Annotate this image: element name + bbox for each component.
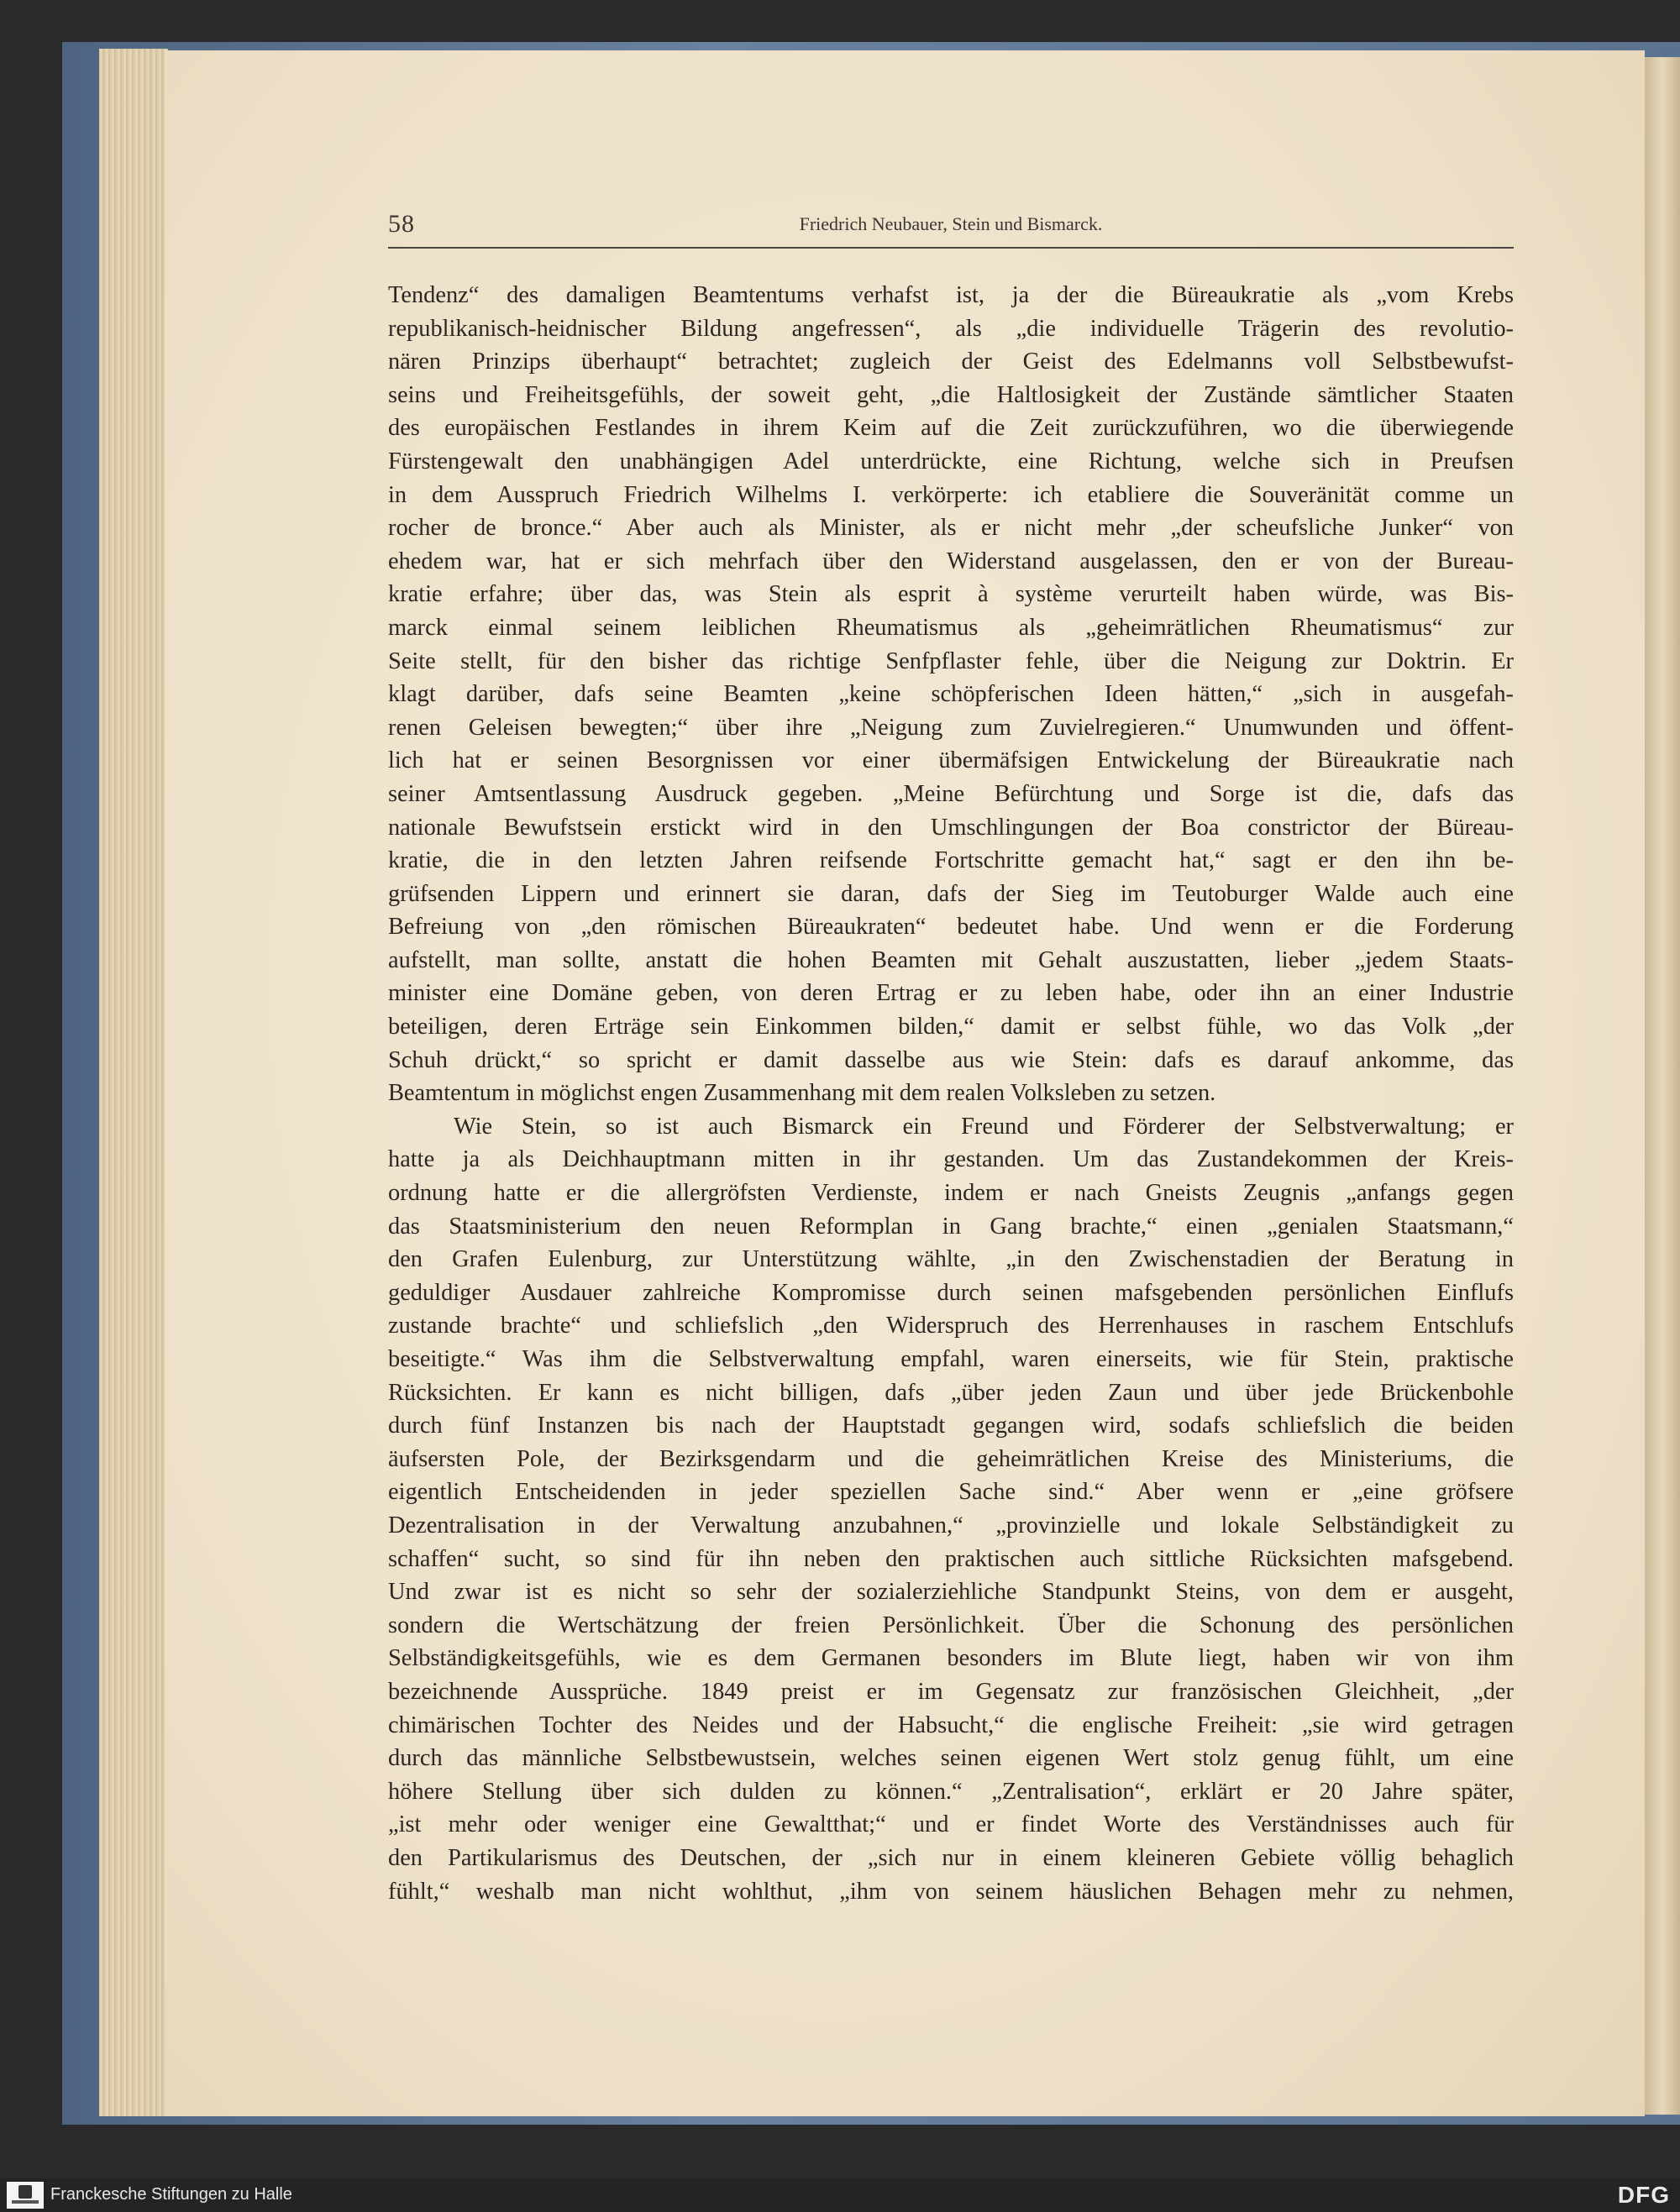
text-line: seiner Amtsentlassung Ausdruck gegeben. „Meine Befürchtung und Sorge ist die, dafs das bbox=[388, 780, 1514, 807]
text-line: Tendenz“ des damaligen Beamtentums verhafst ist, ja der die Büreaukratie als „vom Krebs bbox=[388, 282, 1514, 308]
text-line: Selbständigkeitsgefühls, wie es dem Germanen besonders im Blute liegt, haben wir von ihm bbox=[388, 1645, 1514, 1672]
text-line: chimärischen Tochter des Neides und der Habsucht,“ die englische Freiheit: „sie wird getragen bbox=[388, 1711, 1514, 1738]
text-line: durch das männliche Selbstbewustsein, welches seinen eigenen Wert stolz genug fühlt, um eine bbox=[388, 1745, 1514, 1772]
text-line: bezeichnende Aussprüche. 1849 preist er im Gegensatz zur französischen Gleichheit, „der bbox=[388, 1678, 1514, 1705]
text-line: fühlt,“ weshalb man nicht wohlthut, „ihm von seinem häuslichen Behagen mehr zu nehmen, bbox=[388, 1878, 1514, 1905]
text-line: nationale Bewufstsein erstickt wird in den Umschlingungen der Boa constrictor der Büreau- bbox=[388, 814, 1514, 841]
text-line: Befreiung von „den römischen Büreaukraten“ bedeutet habe. Und wenn er die Forderung bbox=[388, 914, 1514, 941]
text-line: ehedem war, hat er sich mehrfach über den Widerstand ausgelassen, den er von der Bureau- bbox=[388, 548, 1514, 574]
franckesche-stiftungen-logo-icon bbox=[7, 2182, 44, 2209]
text-line: Fürstengewalt den unabhängigen Adel unterdrückte, eine Richtung, welche sich in Preufsen bbox=[388, 448, 1514, 474]
text-line: hatte ja als Deichhauptmann mitten in ihr gestanden. Um das Zustandekommen der Kreis- bbox=[388, 1146, 1514, 1173]
text-line: Schuh drückt,“ so spricht er damit dasselbe aus wie Stein: dafs es darauf ankomme, das bbox=[388, 1046, 1514, 1073]
text-line: Beamtentum in möglichst engen Zusammenhang mit dem realen Volksleben zu setzen. bbox=[388, 1080, 1216, 1107]
text-line: republikanisch-heidnischer Bildung angefressen“, als „die individuelle Trägerin des revolutio- bbox=[388, 315, 1514, 342]
text-line: kratie erfahre; über das, was Stein als esprit à système verurteilt haben würde, was Bis- bbox=[388, 581, 1514, 608]
text-line: nären Prinzips überhaupt“ betrachtet; zugleich der Geist des Edelmanns voll Selbstbewufst- bbox=[388, 349, 1514, 375]
text-line: beteiligen, deren Erträge sein Einkommen bilden,“ damit er selbst fühle, wo das Volk „der bbox=[388, 1014, 1514, 1040]
text-line: sondern die Wertschätzung der freien Persönlichkeit. Über die Schonung des persönlichen bbox=[388, 1612, 1514, 1638]
text-line: marck einmal seinem leiblichen Rheumatismus als „geheimrätlichen Rheumatismus“ zur bbox=[388, 614, 1514, 641]
text-line: in dem Ausspruch Friedrich Wilhelms I. verkörperte: ich etabliere die Souveränität comme un bbox=[388, 481, 1514, 508]
dfg-logo: DFG bbox=[1617, 2182, 1670, 2208]
text-line: geduldiger Ausdauer zahlreiche Kompromisse durch seinen mafsgebenden persönlichen Einflufs bbox=[388, 1279, 1514, 1306]
text-line: kratie, die in den letzten Jahren reifsende Fortschritte gemacht hat,“ sagt er den ihn be- bbox=[388, 847, 1514, 874]
text-line: Wie Stein, so ist auch Bismarck ein Freund und Förderer der Selbstverwaltung; er bbox=[454, 1113, 1514, 1140]
text-line: Seite stellt, für den bisher das richtige Senfpflaster fehle, über die Neigung zur Doktrin. Er bbox=[388, 647, 1514, 674]
text-line: Und zwar ist es nicht so sehr der sozialerziehliche Standpunkt Steins, von dem er ausgeht, bbox=[388, 1579, 1514, 1606]
text-line: Rücksichten. Er kann es nicht billigen, dafs „über jeden Zaun und über jede Brückenbohle bbox=[388, 1379, 1514, 1406]
text-line: des europäischen Festlandes in ihrem Keim auf die Zeit zurückzuführen, wo die überwiegende bbox=[388, 415, 1514, 442]
text-line: den Partikularismus des Deutschen, der „sich nur in einem kleineren Gebiete völlig behaglich bbox=[388, 1844, 1514, 1871]
page-number: 58 bbox=[388, 210, 415, 238]
text-line: lich hat er seinen Besorgnissen vor einer übermäfsigen Entwickelung der Büreaukratie nach bbox=[388, 747, 1514, 774]
text-line: grüfsenden Lippern und erinnert sie daran, dafs der Sieg im Teutoburger Walde auch eine bbox=[388, 880, 1514, 907]
text-line: beseitigte.“ Was ihm die Selbstverwaltung empfahl, waren einerseits, wie für Stein, praktische bbox=[388, 1346, 1514, 1372]
text-line: aufstellt, man sollte, anstatt die hohen Beamten mit Gehalt auszustatten, lieber „jedem Staats- bbox=[388, 946, 1514, 973]
text-line: den Grafen Eulenburg, zur Unterstützung wählte, „in den Zwischenstadien der Beratung in bbox=[388, 1246, 1514, 1273]
text-line: minister eine Domäne geben, von deren Ertrag er zu leben habe, oder ihn an einer Industrie bbox=[388, 980, 1514, 1007]
header-rule bbox=[388, 247, 1514, 249]
running-head bbox=[388, 210, 1514, 244]
text-line: seins und Freiheitsgefühls, der soweit geht, „die Haltlosigkeit der Zustände sämtlicher Staaten bbox=[388, 381, 1514, 408]
footer-institution: Franckesche Stiftungen zu Halle bbox=[50, 2185, 292, 2204]
text-line: äufsersten Pole, der Bezirksgendarm und die geheimrätlichen Kreise des Ministeriums, die bbox=[388, 1445, 1514, 1472]
text-line: zustande brachte“ und schliefslich „den Widerspruch des Herrenhauses in raschem Entschlufs bbox=[388, 1313, 1514, 1339]
running-title: Friedrich Neubauer, Stein und Bismarck. bbox=[799, 213, 1103, 234]
text-line: ordnung hatte er die allergröfsten Verdienste, indem er nach Gneists Zeugnis „anfangs gegen bbox=[388, 1180, 1514, 1207]
text-line: schaffen“ sucht, so sind für ihn neben den praktischen auch sittliche Rücksichten mafsgebend. bbox=[388, 1545, 1514, 1572]
text-line: klagt darüber, dafs seine Beamten „keine schöpferischen Ideen hätten,“ „sich in ausgefah- bbox=[388, 681, 1514, 708]
text-line: rocher de bronce.“ Aber auch als Minister, als er nicht mehr „der scheufsliche Junker“ von bbox=[388, 515, 1514, 542]
text-line: Dezentralisation in der Verwaltung anzubahnen,“ „provinzielle und lokale Selbständigkeit zu bbox=[388, 1512, 1514, 1538]
text-line: renen Geleisen bewegten;“ über ihre „Neigung zum Zuvielregieren.“ Unumwunden und öffent- bbox=[388, 714, 1514, 741]
text-line: eigentlich Entscheidenden in jeder speziellen Sache sind.“ Aber wenn er „eine gröfsere bbox=[388, 1479, 1514, 1506]
body-text bbox=[388, 279, 1514, 1908]
page-edges bbox=[99, 49, 168, 2116]
text-line: durch fünf Instanzen bis nach der Hauptstadt gegangen wird, sodafs schliefslich die beiden bbox=[388, 1413, 1514, 1439]
right-page-edge bbox=[1645, 57, 1680, 2115]
text-line: das Staatsministerium den neuen Reformplan in Gang brachte,“ einen „genialen Staatsmann,“ bbox=[388, 1213, 1514, 1240]
text-line: höhere Stellung über sich dulden zu können.“ „Zentralisation“, erklärt er 20 Jahre später, bbox=[388, 1778, 1514, 1805]
text-line: „ist mehr oder weniger eine Gewaltthat;“ und er findet Worte des Verständnisses auch für bbox=[388, 1811, 1514, 1838]
